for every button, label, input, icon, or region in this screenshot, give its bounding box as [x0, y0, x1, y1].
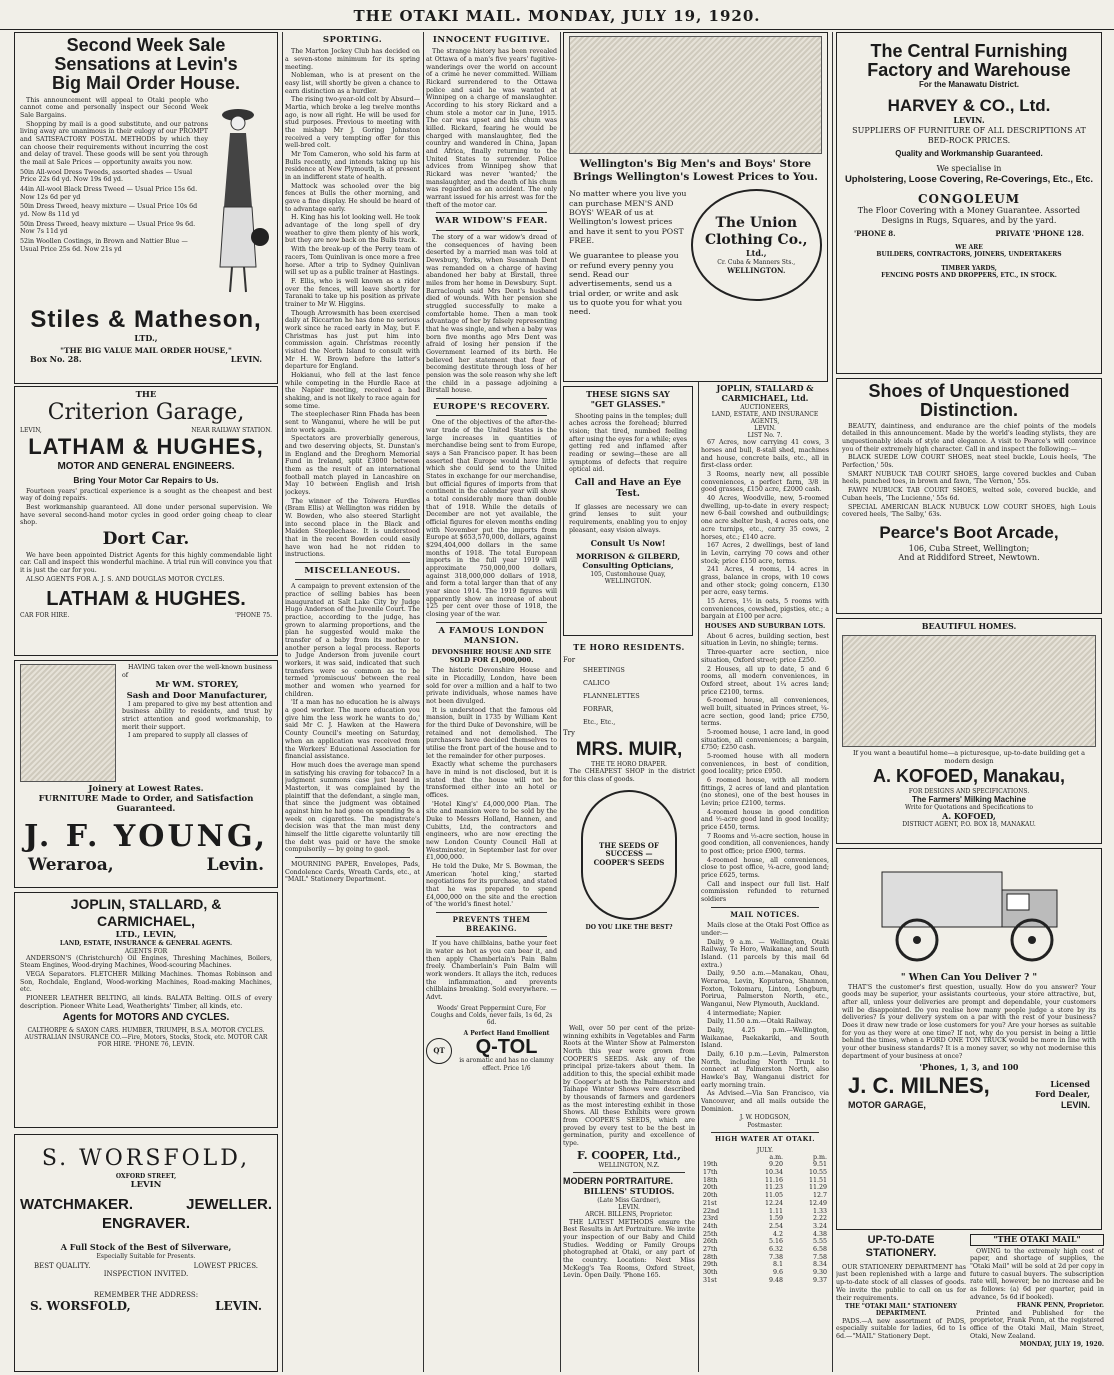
- kofoed-name: A. KOFOED, Manakau,: [872, 765, 1066, 786]
- masthead-printed: Printed and Published for the proprietor, Frank Penn, at the registered office of the Otaki Mail, Main Street, Otaki, New Zealand.: [970, 1309, 1104, 1340]
- pearce-item: BLACK SUEDE LOW COURT SHOES, neat steel buckle, Louis heels, 'The Perfection,' 50s.: [842, 454, 1096, 470]
- joplin2-item: 67 Acres, now carrying 41 cows, 3 horses and bull, 8-stall shed, machines and house, concrete bails, etc., all in first-class order.: [701, 439, 829, 470]
- notices-heading: MAIL NOTICES.: [730, 909, 800, 919]
- coopers-and-billens: [563, 1025, 695, 1372]
- otaki-mail-title: "THE OTAKI MAIL": [970, 1234, 1104, 1246]
- worsfold-quality: BEST QUALITY.: [34, 1261, 91, 1270]
- signs-call: Call and Have an Eye Test.: [574, 477, 682, 499]
- table-row: 27th 6.32 6.58: [703, 1245, 827, 1253]
- notices-para: Daily, 9.50 a.m.—Manakau, Ohau, Weraroa, Levin, Koputaroa, Shannon, Foxton, Tokomaru, Linton, Longburn, Porirua, Palmerston North, etc., Wanganui, New Plymouth, Auckland.: [701, 970, 829, 1008]
- kofoed-write: Write for Quotations and Specifications to: [904, 804, 1034, 812]
- pearce-t1: Shoes of Unquestioned: [868, 381, 1070, 401]
- billens-town: LEVIN.: [618, 1204, 640, 1212]
- latham-phone: 'PHONE 75.: [235, 611, 272, 619]
- billens-name: BILLENS' STUDIOS.: [583, 1186, 675, 1197]
- pearce-addr: 106, Cuba Street, Wellington;: [908, 543, 1030, 553]
- worsfold-name: S. WORSFOLD,: [41, 1146, 251, 1171]
- table-row: 18th 11.16 11.51: [703, 1176, 827, 1184]
- joplin2-name: JOPLIN, STALLARD & CARMICHAEL, Ltd.: [716, 383, 814, 403]
- ad-jf-young: [14, 660, 278, 888]
- joplin2-item: 40 Acres, Woodville, new, 5-roomed dwelling, up-to-date in every respect; new 6-bail cowshed and outbuildings; one acre shelter bush, 4 acres oats, one acre turnips, etc., carry 35 cows, 2 horses, etc.; £140 acre.: [701, 495, 829, 541]
- joplin1-ltd: LTD., LEVIN,: [115, 930, 177, 941]
- union-seal2: Clothing Co.,: [704, 232, 808, 249]
- joplin2-hitem: 5-roomed house, 1 acre land, in good situation, all conveniences; a bargain, £750; £250 cash.: [701, 728, 829, 752]
- joplin2-houses: HOUSES AND SUBURBAN LOTS.: [704, 621, 826, 630]
- table-row: 28th 7.38 7.58: [703, 1253, 827, 1261]
- stiles-ltd: LTD.,: [134, 332, 158, 343]
- young-place: Weraroa,: [28, 855, 114, 876]
- young-p2: I am prepared to give my best attention and business ability to residents, and trust by strict attention and good workmanship, to merit their support.: [122, 700, 272, 731]
- worsfold-inspect: INSPECTION INVITED.: [103, 1270, 189, 1279]
- young-mr: Mr WM. STOREY,: [155, 680, 239, 691]
- table-row: 20th 11.05 12.7: [703, 1192, 827, 1200]
- stiles-intro: This announcement will appeal to Otaki people who cannot come and personally inspect our Second Week Sale Bargains.: [20, 96, 208, 120]
- tide-month: JULY.: [756, 1146, 774, 1154]
- stiles-item: 50in Dress Tweed, heavy mixture — Usual Price 10s 6d yd. Now 8s 11d yd: [20, 203, 198, 219]
- worsfold-suit: Especially Suitable for Presents.: [96, 1252, 196, 1260]
- joplin1-motor2: CALTHORPE & SAXON CARS. HUMBER, TRIUMPH, B.S.A. MOTOR CYCLES.: [27, 1026, 265, 1034]
- stiles-headline-2: Sensations at Levin's: [54, 53, 238, 74]
- misc-para: A campaign to prevent extension of the practice of selling babies has been inaugurated at Salt Lake City by Judge Hugo Anderson of the Juvenile Court. The practice, according to the judge, has grown to alarming proportions, and the plan he suggested would make the transfer of a baby from its mother to another person a legal process. Reports to Judge Anderson from juvenile court workers, it was said, indicated that such transfers were so common as to be termed 'promiscuous' between the real mother and women who yearned for children.: [285, 583, 420, 698]
- latham-trade: MOTOR AND GENERAL ENGINEERS.: [57, 461, 235, 473]
- tide-col-am: a.m.: [769, 1153, 784, 1161]
- pearce-addr2: And at Riddiford Street, Newtown.: [898, 553, 1040, 563]
- breaking-heading: PREVENTS THEM BREAKING.: [452, 915, 531, 933]
- pearce-item: SMART NUBUCK TAB COURT SHOES, large covered buckles and Cuban heels, punched toes, in brown and fawn, 'The Vernon,' 55s.: [842, 470, 1096, 486]
- worsfold-prices: LOWEST PRICES.: [193, 1261, 258, 1270]
- harvey-sup: SUPPLIERS OF FURNITURE OF ALL DESCRIPTIONS AT BED-ROCK PRICES.: [852, 126, 1086, 145]
- stiles-item: 50in Dress Tweed, heavy mixture — Usual Price 9s 6d. Now 7s 11d yd: [20, 220, 196, 236]
- joplin2-hitem: 7 Rooms and ½-acre section, house in good condition, all conveniences, handy to post office; price £900, terms.: [701, 832, 829, 855]
- kofoed-p: If you want a beautiful home—a picturesque, up-to-date building get a modern design: [852, 748, 1085, 765]
- joplin2-hitem: 4-roomed house in good condition and ½-acre good land in good locality; price £450, terms.: [701, 808, 829, 831]
- coopers-q: DO YOU LIKE THE BEST?: [585, 923, 673, 931]
- tide-table: [701, 1154, 829, 1284]
- joplin2-item: 15 Acres, 1½ in oats, 5 rooms with conveniences, cowshed, pigsties, etc.; a bargain at £100 per acre.: [701, 597, 829, 621]
- stiles-headline-3: Big Mail Order House.: [51, 72, 241, 93]
- kofoed-head: BEAUTIFUL HOMES.: [921, 621, 1017, 631]
- muir-item: FLANNELETTES: [583, 692, 640, 701]
- sporting-para: Mr Tom Cameron, who sold his farm at Bulls recently, and intends taking up his residence at New Plymouth, is at present in an indifferent state of health.: [285, 151, 420, 182]
- muir-p: The CHEAPEST SHOP in the district for this class of goods.: [563, 768, 695, 783]
- misc-para: 'If a man has no education he is always a good worker. The more education you give him the less work he wants to do,' said Mr C. J. Hawken at the Hawera County Council's meeting on Saturday, when an application was received from the Workers' Educational Association for financial assistance.: [285, 699, 420, 761]
- harvey-spec2: Upholstering, Loose Covering, Re-Coverings, Etc., Etc.: [844, 174, 1094, 186]
- tide-heading: HIGH WATER AT OTAKI.: [714, 1134, 816, 1143]
- muir-name: MRS. MUIR,: [575, 738, 683, 760]
- ad-kofoed: [836, 618, 1102, 844]
- milnes-garage: MOTOR GARAGE,: [848, 1099, 926, 1110]
- sporting-para: Though Arrowsmith has been exercised daily at Riccarton he has done no serious work since he raced early in May, but F. Christmas has just put him into commission again. Christmas recently visited the North Island to consult with Mr H. W. Brown before the latter's departure for England.: [285, 309, 420, 371]
- sporting-para: The Marton Jockey Club has decided on a seven-stone minimum for its spring meeting.: [285, 48, 420, 71]
- milnes-question: " When Can You Deliver ? ": [900, 972, 1038, 983]
- union-caption: Wellington's Big Men's and Boys' Store Brings Wellington's Lowest Prices to You.: [573, 158, 818, 183]
- notices-para: Daily, 4.25 p.m.—Wellington, Waikanae, Paekakariki, and South Island.: [701, 1026, 829, 1050]
- sporting-para: The rising two-year-old colt by Absurd—Martia, which broke a leg twelve months ago, is now all right. He will be used for stud purposes. Previous to meeting with the mishap Mr J. Goring Johnston received a very tempting offer for this well-bred colt.: [285, 96, 420, 150]
- stiles-slogan: "THE BIG VALUE MAIL ORDER HOUSE,": [60, 345, 232, 355]
- widow-heading: WAR WIDOW'S FEAR.: [435, 216, 548, 227]
- harvey-name: HARVEY & CO., Ltd.: [887, 95, 1051, 115]
- ad-worsfold: [14, 1134, 278, 1372]
- notices-para: Mails close at the Otaki Post Office as under:—: [701, 922, 829, 937]
- masthead-date: MONDAY, JULY 19, 1920.: [1019, 1341, 1104, 1349]
- qtol-logo-icon: QT: [426, 1038, 452, 1064]
- muir-for: For: [563, 655, 576, 664]
- signs-addr: 105, Customhouse Quay, WELLINGTON.: [590, 570, 666, 585]
- notices-para: Daily, 9 a.m. — Wellington, Otaki Railway, Te Horo, Waikanae, and South Island. (11 parcels by this mail 6d extra.): [701, 938, 829, 969]
- signs-firm: MORRISON & GILBERD,: [576, 552, 680, 562]
- signs-consult: Consult Us Now!: [590, 537, 666, 548]
- mansion-para: The historic Devonshire House and site in Piccadilly, London, have been sold for over a million and a half to two private individuals, whose names have not been divulged.: [426, 667, 557, 706]
- europe-heading: EUROPE'S RECOVERY.: [432, 401, 551, 412]
- sporting-para: Spectators are proverbially generous, and two deserving objects, St. Dunstan's in England and the Dreghorn Memorial Fund in Ireland, split £3000 between them as the result of an international football match played in Lancashire on May 10 between English and Irish jockeys.: [285, 435, 420, 496]
- sporting-para: F. Ellis, who is well known as a rider over the fences, will leave shortly for Taranaki to take up his position as private trainer to Mr W. Higgins.: [285, 277, 420, 308]
- table-row: 31st 9.48 9.37: [703, 1276, 827, 1284]
- ad-criterion-garage: [14, 386, 278, 656]
- stiles-item: 44in All-wool Black Dress Tweed — Usual Price 15s 6d. Now 12s 6d per yd: [20, 186, 198, 201]
- qtol-top: A Perfect Hand Emollient: [463, 1030, 550, 1038]
- misc-heading: MISCELLANEOUS.: [304, 566, 401, 577]
- stationery-p: OUR STATIONERY DEPARTMENT has just been replenished with a large and up-to-date stock of all classes of goods. We invite the public to call on us for their requirements.: [836, 1263, 966, 1302]
- coopers-town: WELLINGTON, N.Z.: [598, 1162, 660, 1170]
- notices-para: As Advised.—Via San Francisco, via Vancouver, and all mails outside the Dominion.: [701, 1090, 829, 1113]
- tide-col-pm: p.m.: [812, 1153, 827, 1161]
- joplin2-hitem: Call and inspect our full list. Half commission refunded to returned soldiers: [701, 880, 829, 903]
- ad-stationery: [836, 1234, 966, 1372]
- table-row: 23rd 1.59 2.22: [703, 1215, 827, 1223]
- latham-hire: CAR FOR HIRE.: [20, 611, 70, 619]
- qtol-bottom: is aromatic and has no clammy effect. Price 1/6: [459, 1057, 554, 1072]
- ad-mrs-muir: [563, 640, 695, 1025]
- masthead-notice: [970, 1234, 1104, 1372]
- mansion-para: 'Hotel King's' £4,000,000 Plan. The site and mansion were to be sold by the Duke to Messrs Holland, Hannen, and Cubitts, Ltd, the contractors and engineers, who are now erecting the new London County Council Hall at Westminster, in September last for over £1,000,000.: [426, 800, 557, 862]
- newspaper-header: [0, 0, 1114, 30]
- criterion-the: THE: [135, 390, 157, 400]
- joplin2-item: 167 Acres, 2 dwellings, best of land in Levin, carrying 70 cows and other stock; price £150 acre, terms.: [701, 542, 829, 565]
- notices-para: Daily, 11.50 a.m.—Otaki Railway.: [707, 1018, 813, 1026]
- misc-para: How much does the average man spend in satisfying his craving for tobacco? In a judgment summons case just heard in Masterton, it was complained by the plaintiff that the defendant, a single man, that since the judgment was obtained against him he had gone on spending 9s a week on cigarettes. The magistrate's decision was that the man must deny himself the little cigarette voluntarily till the debt was paid or have the smoke compulsorily — by going to gaol.: [285, 761, 420, 854]
- stiles-town: LEVIN.: [230, 353, 262, 364]
- coopers-seal: [581, 790, 677, 920]
- signs-head2: "GET GLASSES.": [590, 398, 666, 409]
- muir-item: FORFAR,: [583, 705, 614, 714]
- harvey-priv: PRIVATE 'PHONE 128.: [995, 228, 1084, 238]
- joplin1-sub: LAND, ESTATE, INSURANCE & GENERAL AGENTS.: [59, 940, 233, 948]
- harvey-town: LEVIN.: [953, 115, 985, 126]
- sporting-heading: SPORTING.: [322, 35, 383, 45]
- sporting-para: H. King has his lot looking well. He took advantage of the long spell of dry weather to give them plenty of his work, but they are now back on the Bulls track.: [285, 214, 420, 245]
- sporting-para: Hokianui, who fell at the last fence while competing in the Hurdle Race at the Napier meeting, received a bad shaking, and is not likely to race again for some time.: [285, 371, 420, 410]
- milnes-town: LEVIN.: [1060, 1099, 1090, 1110]
- union-seal4: Cr. Cuba & Manners Sts.,: [717, 259, 796, 267]
- column-rule: [832, 32, 833, 1372]
- joplin1-line: PIONEER LEATHER BELTING, all kinds. BALATA Belting. OILS of every description. Pioneer White Lead, Weatherights' Timber, all kinds, etc.: [20, 995, 272, 1010]
- masthead-sig: FRANK PENN, Proprietor.: [1016, 1302, 1104, 1310]
- muir-try: Try: [563, 729, 575, 738]
- joplin2-hitem: 6 roomed house, with all modern fittings, 2 acres of land and plantation (no stones), one of the best houses in Levin; price £2100, terms.: [701, 776, 829, 807]
- pearce-item: FAWN NUBUCK TAB COURT SHOES, welted sole, covered buckle, and Cuban heels, 'The Lucienne,' 55s 6d.: [842, 487, 1096, 502]
- latham-firm: LATHAM & HUGHES,: [28, 434, 264, 460]
- criterion-loc2: NEAR RAILWAY STATION.: [191, 427, 272, 435]
- latham-sig: LATHAM & HUGHES.: [46, 588, 246, 611]
- union-seal3: Ltd.,: [746, 248, 767, 259]
- table-row: 25th 4.2 4.38: [703, 1230, 827, 1238]
- joplin1-name: JOPLIN, STALLARD, & CARMICHAEL,: [70, 896, 222, 930]
- column-joplin-notices: [701, 32, 829, 1372]
- milnes-ford: Ford Dealer,: [1035, 1089, 1090, 1100]
- union-seal5: WELLINGTON.: [727, 265, 786, 275]
- ad-joplin-stallard-1: [14, 892, 278, 1128]
- worsfold-jewel: JEWELLER.: [186, 1196, 272, 1214]
- latham-bring: Bring Your Motor Car Repairs to Us.: [73, 475, 219, 486]
- latham-p4: ALSO AGENTS FOR A. J. S. AND DOUGLAS MOTOR CYCLES.: [26, 575, 225, 583]
- harvey-spec: We specialise in: [936, 164, 1002, 174]
- sporting-para: With the break-up of the Perry team of racers, Tom Quinlivan is once more a free horse. After a trip to Sydney Quinlivan will set up as a public trainer at Hastings.: [285, 246, 420, 277]
- coopers-p: Well, over 50 per cent of the prize-winning exhibits in Vegetables and Farm Roots at the Winter Show at Palmerston North this year were grown from COOPER'S SEEDS. Ask any of the principal prize-takers about them. In addition to this, the special exhibit made by Cooper's at both the Palmerston and Taihape Winter Shows were described by thousands of farmers and gardeners as the most interesting exhibit in those Shows. All these Exhibits were grown from COOPER'S SEEDS, which are proved by every test to be the best in germination, purity and excellence of type.: [563, 1025, 695, 1148]
- notices-post: Postmaster.: [747, 1121, 783, 1129]
- table-row: 24th 2.54 3.24: [703, 1222, 827, 1230]
- muir-item: Etc., Etc.,: [583, 718, 616, 727]
- stiles-item: 50in All-wool Dress Tweeds, assorted shades — Usual Price 22s 6d yd. Now 19s 6d yd.: [20, 168, 193, 184]
- qtol-name: Q-TOL: [475, 1036, 538, 1059]
- mansion-heading: A FAMOUS LONDON MANSION.: [438, 625, 545, 647]
- masthead-title: THE OTAKI MAIL. MONDAY, JULY 19, 1920.: [353, 7, 761, 25]
- muir-item: CALICO: [583, 679, 610, 688]
- stiles-name: Stiles & Matheson,: [30, 305, 262, 333]
- table-row: 30th 9.6 9.30: [703, 1268, 827, 1276]
- worsfold-town: LEVIN: [130, 1180, 162, 1191]
- union-seal1: The Union: [715, 215, 798, 232]
- kofoed-sig: A. KOFOED,: [942, 810, 996, 821]
- milnes-name: J. C. MILNES,: [848, 1073, 990, 1099]
- cabinet-illustration: [20, 664, 116, 782]
- worsfold-street: OXFORD STREET,: [115, 1172, 177, 1180]
- ford-truck-illustration: [842, 852, 1094, 970]
- worsfold-sigtown: LEVIN.: [215, 1299, 262, 1314]
- kofoed-agent: DISTRICT AGENT, P.O. BOX 18, MANAKAU.: [902, 821, 1036, 829]
- harvey-cong: CONGOLEUM: [917, 191, 1020, 206]
- column-rule: [282, 32, 283, 1372]
- muir-item: SHEETINGS: [583, 666, 625, 675]
- union-p2: We guarantee to please you or refund every penny you send. Read our advertisements, send us a trial order, or write and ask us to quote you for what you need.: [569, 251, 683, 317]
- joplin1-line: VEGA Separators. FLETCHER Milking Machines. Thomas Robinson and Son, Rochdale, England, Wood-working Machines, Road-making Machines, etc.: [20, 971, 272, 994]
- union-p1: No matter where you live you can purchase MEN'S AND BOYS' WEAR of us at Wellington's lowest prices and have it sent to you POST FREE.: [569, 189, 687, 245]
- masthead-p: OWING to the extremely high cost of paper, and shortage of supplies, the "Otaki Mail" will be sold at 2d per copy in future to casual buyers. The subscription rate will, however, be no increase and be as follows: (a) 6d per quarter, paid in advance, 5s 6d if booked).: [970, 1247, 1104, 1301]
- stiles-item: 52in Woollen Costings, in Brown and Nattier Blue — Usual Price 25s 6d. Now 21s yd: [20, 238, 188, 253]
- muir-sub: THE TE HORO DRAPER.: [591, 760, 667, 768]
- billens-p: THE LATEST METHODS ensure the Best Results in Art Portraiture. We invite your inspection of our Baby and Child Studies. Wedding or Family Groups photographed at Otaki, or any part of the country. Location: Next Miss McKegg's Tea Rooms, Oxford Street, Levin. Open Daily. 'Phone 165.: [563, 1218, 695, 1280]
- harvey-fence: FENCING POSTS AND DROPPERS, ETC., IN STOCK.: [881, 271, 1057, 279]
- kofoed-farm: The Farmers' Milking Machine: [912, 794, 1026, 804]
- coopers-seal-text: THE SEEDS OF SUCCESS — COOPER'S SEEDS: [593, 840, 665, 867]
- column-rule: [423, 32, 424, 1372]
- joplin2-town: LEVIN.: [754, 425, 776, 433]
- fugitive-heading: INNOCENT FUGITIVE.: [432, 35, 551, 45]
- young-town: Levin.: [206, 855, 264, 876]
- notices-para: Daily, 6.10 p.m.—Levin, Palmerston North, including North Trunk to connect at Palmerston North, also Hawke's Bay, Wanganui district for early morning train.: [701, 1050, 829, 1089]
- harvey-t2: Factory and Warehouse: [867, 59, 1071, 80]
- mansion-para: Exactly what scheme the purchasers have in mind is not disclosed, but it is stated that the house will not be transformed either into an hotel or offices.: [426, 761, 557, 800]
- milnes-p: THAT'S the customer's first question, usually. How do you answer? Your goods may be superior, your assistants courteous, your store attractive, but, after all, unless your deliveries are prompt and dependable, your customers will be disappointed. Do you realise how many people judge a store by its deliveries? Is your delivery system on a par with the rest of your business? Does it draw new trade or lose customers for you? Are your horses as suitable for you as they were at one time? If not, why do you persist in being a little behind the times, when a FORD ONE TON TRUCK would be more in line with your other business standards? It is a money saver, so why not modernise this department of your business at once?: [842, 983, 1096, 1060]
- worsfold-sig: S. WORSFOLD,: [30, 1299, 131, 1314]
- harvey-we: WE ARE: [955, 244, 983, 252]
- stationery-pads: PADS.—A new assortment of PADS, especially suitable for ladies, 6d to 1s 6d.—"MAIL" Stationery Dept.: [836, 1317, 966, 1340]
- dort-car: Dort Car.: [102, 529, 190, 550]
- fashion-lady-illustration: [208, 97, 270, 297]
- kofoed-designs: FOR DESIGNS AND SPECIFICATIONS.: [908, 787, 1030, 795]
- sporting-para: Nobleman, who is at present on the easy list, will shortly be given a chance to earn distinction as a hurdler.: [285, 72, 420, 95]
- table-row: 29th 8.1 8.34: [703, 1261, 827, 1269]
- stationery-dept: THE "OTAKI MAIL" STATIONERY DEPARTMENT.: [844, 1303, 958, 1318]
- worsfold-watch: WATCHMAKER.: [20, 1196, 134, 1214]
- harvey-build: BUILDERS, CONTRACTORS, JOINERS, UNDERTAKERS: [876, 251, 1062, 259]
- latham-p3: We have been appointed District Agents for this highly commendable light car. Call and inspect this wonderful machine. A trial run will convince you that it is just the car for you.: [20, 551, 272, 575]
- harvey-t3: For the Manawatu District.: [918, 79, 1019, 89]
- table-row: 21st 12.24 12.49: [703, 1199, 827, 1207]
- widow-para: The story of a war widow's dread of the consequences of having been deserted by a married man was told at Dewsbury, Yorks, when Susannah Dent was remanded on a charge of having abandoned her baby at Birstall, three miles from her home in Dewsbury. Supt. Barraclough said Mrs Dent's husband died of wounds. With her pension she struggled successfully to make a comfortable home. Then a man took advantage of her by falsely representing that he was single, and when a baby was born five months ago Mrs Dent was afraid of losing her pension if the Government learned of its birth. He believed her statement that fear of becoming destitute through loss of her pension was the sole reason why she left the child in a passage adjoining a Birstall house.: [426, 233, 557, 395]
- house-illustration: [842, 635, 1096, 747]
- worsfold-remember: REMEMBER THE ADDRESS:: [93, 1290, 199, 1299]
- stationery-h2: STATIONERY.: [865, 1247, 937, 1260]
- europe-para: One of the objectives of the after-the-war trade of the United States is the large increases in quantities of merchandise being sent to from Europe, says a San Francisco paper. It has been asserted that Europe would have little which she could send to the United States in exchange for our merchandise, but official figures of imports from that continent in the calendar year will show a total considerably more than double that of 1918. While the details of December are not yet available, the official figures for eleven months ending with November put the imports from Europe at $653,570,000, dollars, against $294,404,000 dollars in the same months of 1918. The total European imports in the full year 1919 will approximate 750,000,000 dollars, against 318,000,000 dollars of 1918, and form a total larger than that of any year since 1914. The 1919 figures will apparently show an increase of about 125 per cent over those of 1918, the closing year of the war.: [426, 419, 557, 619]
- young-p1: HAVING taken over the well-known business of: [122, 664, 272, 679]
- notices-sig: J. W. HODGSON,: [739, 1114, 791, 1122]
- harvey-cong2: The Floor Covering with a Money Guarantee. Assorted Designs in Rugs, Squares, and by the yard.: [857, 206, 1081, 225]
- worsfold-engr: ENGRAVER.: [101, 1214, 191, 1232]
- column-news: [426, 32, 557, 1372]
- mansion-para: He told the Duke, Mr S. Bowman, the American 'hotel king,' started negotiations for its purchase, and stated that he was prepared to spend £4,000,000 on the site and the erection of 'the world's finest hotel.': [426, 863, 557, 909]
- young-joinery: Joinery at Lowest Rates.: [88, 784, 204, 794]
- table-row: 20th 11.23 11.29: [703, 1184, 827, 1192]
- young-furn: FURNITURE Made to Order, and Satisfaction Guaranteed.: [38, 794, 254, 815]
- milnes-phones: 'Phones, 1, 3, and 100: [919, 1062, 1019, 1073]
- joplin2-hitem: About 6 acres, building section, best situation in Levin, no shingle; terms.: [701, 632, 829, 648]
- signs-firm2: Consulting Opticians,: [582, 561, 674, 571]
- qtol-ad: [426, 1030, 557, 1072]
- sporting-para: Mattock was schooled over the big fences at Bulls the other morning, and gave a fine display. He should be heard of to advantage early.: [285, 182, 420, 213]
- joplin2-item: 241 Acres, 4 rooms, 14 acres in grass, balance in crops, with 10 cows and other stock; going concern, £130 per acre, easy terms.: [701, 566, 829, 597]
- milnes-lic: Licensed: [1050, 1079, 1090, 1090]
- mansion-subheading: DEVONSHIRE HOUSE AND SITE SOLD FOR £1,000,000.: [431, 648, 552, 665]
- muir-head: TE HORO RESIDENTS.: [573, 642, 685, 652]
- young-p3: I am prepared to supply all classes of: [128, 732, 248, 740]
- ad-stiles-matheson: [14, 32, 278, 384]
- young-name: J. F. YOUNG,: [23, 818, 269, 854]
- joplin2-hitem: 4-roomed house, all conveniences, close to post office, ¼-acre, good land; price £625, terms.: [701, 856, 829, 879]
- joplin2-hitem: 6-roomed house, all conveniences, well built, situated in Princes street, ¼-acre section, good land; price £750, terms.: [701, 697, 829, 728]
- table-row: 22nd 1.11 1.33: [703, 1207, 827, 1215]
- joplin2-item: 3 Rooms, nearly new, all possible conveniences, a perfect farm, 3/8 in good grasses, £150 acre, £2000 cash.: [701, 471, 829, 494]
- sporting-para: The winner of the Toiwera Hurdles (Bram Ellis) at Wellington was ridden by W. Bowden, who also steered Starlight into second place in the Black and Maiden Steeplechase. It is understood that in the recent Bowden could easily have won had he not ridden to instructions.: [285, 497, 420, 559]
- signs-head: THESE SIGNS SAY: [586, 389, 670, 399]
- ad-jc-milnes: [836, 848, 1102, 1230]
- joplin2-list: LIST No. 7.: [747, 432, 783, 440]
- harvey-phone: 'PHONE 8.: [854, 228, 896, 238]
- ad-harvey-co: [836, 32, 1102, 374]
- stationery-h1: UP-TO-DATE: [867, 1234, 935, 1246]
- pearce-t2: Distinction.: [920, 399, 1018, 420]
- latham-p1: Fourteen years' practical experience is a sought as the cheapest and best way of doing repairs.: [20, 487, 272, 503]
- table-row: 26th 5.16 5.55: [703, 1238, 827, 1246]
- joplin1-agents: AGENTS FOR: [124, 947, 168, 955]
- column-sporting: [285, 32, 420, 1372]
- table-row: 17th 10.34 10.55: [703, 1169, 827, 1177]
- sporting-para: The steeplechaser Rinn Fhada has been sent to Wanganui, where he will be put into work again.: [285, 411, 420, 434]
- stiles-headline-1: Second Week Sale: [66, 35, 226, 55]
- joplin1-ins: AUSTRALIAN INSURANCE CO.—Fire, Motors, Stocks, Stock, etc. MOTOR CAR FOR HIRE. 'PHONE 76, LEVIN.: [24, 1033, 268, 1048]
- latham-p2: Best workmanship guaranteed. All done under personal supervision. We have several second-hand motor cycles in good order going cheap to clear shop.: [20, 504, 272, 527]
- misc-mourning-ad: MOURNING PAPER, Envelopes, Pads, Condolence Cards, Wreath Cards, etc., at "MAIL" Stationery Department.: [285, 860, 420, 884]
- mansion-para: It is understood that the famous old mansion, built in 1735 by William Kent for the third Duke of Devonshire, will be retained and not demolished. The purchasers have decided themselves to utilise the front part of the house and to let the remainder for other purposes.: [426, 706, 557, 760]
- pearce-item: SPECIAL AMERICAN BLACK NUBUCK LOW COURT SHOES, high Louis covered heels, 'The Salby,' 63s.: [842, 503, 1096, 519]
- column-rule: [560, 32, 561, 1372]
- table-row: 19th 9.20 9.51: [703, 1161, 827, 1169]
- criterion-loc1: LEVIN,: [20, 427, 42, 435]
- joplin2-sub2: LAND, ESTATE, AND INSURANCE AGENTS,: [711, 410, 819, 425]
- billens-head: MODERN PORTRAITURE.: [563, 1176, 673, 1187]
- stiles-box: Box No. 28.: [30, 353, 82, 364]
- joplin2-hitem: Three-quarter acre section, nice situation, Oxford street; price £250.: [701, 649, 829, 664]
- pearce-p1: BEAUTY, daintiness, and endurance are the chief points of the models detailed in this announcement. Made by the world's leading stylists, they are unquestionably ideals of style and elegance. A visit to Pearce's will convince you of their extremely high character. Call in and inspect the following:—: [842, 422, 1096, 453]
- young-trade: Sash and Door Manufacturer,: [126, 690, 268, 701]
- harvey-qual: Quality and Workmanship Guaranteed.: [895, 148, 1043, 158]
- joplin1-line: ANDERSON'S (Christchurch) Oil Engines, Threshing Machines, Boilers, Steam Engines, Wood-drying Machines, Wood-scouring Machines.: [20, 954, 272, 970]
- signs-p1: Shooting pains in the temples; dull aches across the forehead; blurred vision; that tired, numbed feeling after using the eyes for a while; eyes getting red and inflamed after reading or sewing—these are all symptoms of defects that require optical aid.: [569, 412, 687, 474]
- worsfold-stock: A Full Stock of the Best of Silverware,: [60, 1241, 232, 1252]
- coopers-name: F. COOPER, Ltd.,: [577, 1148, 681, 1162]
- ad-morrison-gilberd: [563, 386, 693, 636]
- billens-late: (Late Miss Gardner),: [597, 1197, 661, 1205]
- joplin2-hitem: 2 Houses, all up to date, 5 and 6 rooms, all modern conveniences, in Oxford street, about 1¼ acres land; price £2100, terms.: [701, 665, 829, 696]
- notices-para: 4 intermediate; Napier.: [707, 1009, 782, 1017]
- stiles-items: [20, 169, 208, 254]
- harvey-timber: TIMBER YARDS,: [941, 264, 997, 272]
- woods-ad: Woods' Great Peppermint Cure, For Coughs and Colds, never fails, 1s 6d, 2s 6d.: [430, 1004, 553, 1026]
- signs-p2: If glasses are necessary we can grind lenses to suit your requirements, enabling you to enjoy pleasant, easy vision always.: [569, 503, 687, 534]
- joplin2-hitem: 5-roomed house with all modern conveniences, in best of condition, good locality; price £950.: [701, 752, 829, 776]
- pearce-name: Pearce's Boot Arcade,: [879, 522, 1059, 542]
- criterion-name: Criterion Garage,: [47, 400, 245, 426]
- joplin2-sub: AUCTIONEERS,: [740, 403, 790, 411]
- joplin1-motor: Agents for MOTORS AND CYCLES.: [62, 1012, 230, 1024]
- ad-pearce-boot: [836, 378, 1102, 614]
- breaking-para: If you have chilblains, bathe your feet in water as hot as you can bear it, and then apply Chamberlain's Pain Balm freely. Chamberlain's Pain Balm will work wonders. It allays the itch, reduces the inflammation, and prevents chilblains breaking. Sold everywhere. —Advt.: [426, 940, 557, 1001]
- stiles-body: Shopping by mail is a good substitute, and our patrons living away are unanimous in their eulogy of our PROMPT and SATISFACTORY POSTAL METHODS by which they can choose their requirements without incurring the cost and delay of travel. These goods will be sent you through the mail at Sale Prices — opportunity awaits you now.: [20, 120, 208, 167]
- fugitive-para: The strange history has been revealed at Ottawa of a man's five years' fugitive-wanderings over the world on account of a crime he never committed. William Rickard surrendered to the Ottawa police and said he was wanted at Winnipeg on a charge of manslaughter. According to his story Rickard and a chum stole a motor car in June, 1915. The car was upset and his chum was killed. Rickard, fearing he would be charged with manslaughter, fled the country and wandered in China, Japan and Africa, finally returning to the United States to surrender. Police advices from Winnipeg show that Rickard was never 'wanted;' the manslaughter, and the death of his chum was regarded as an accident. The only warrant issued for his arrest was for the theft of the motor car.: [426, 48, 557, 209]
- harvey-t1: The Central Furnishing: [870, 41, 1068, 61]
- billens-prop: ARCH. BILLENS, Proprietor.: [585, 1211, 673, 1219]
